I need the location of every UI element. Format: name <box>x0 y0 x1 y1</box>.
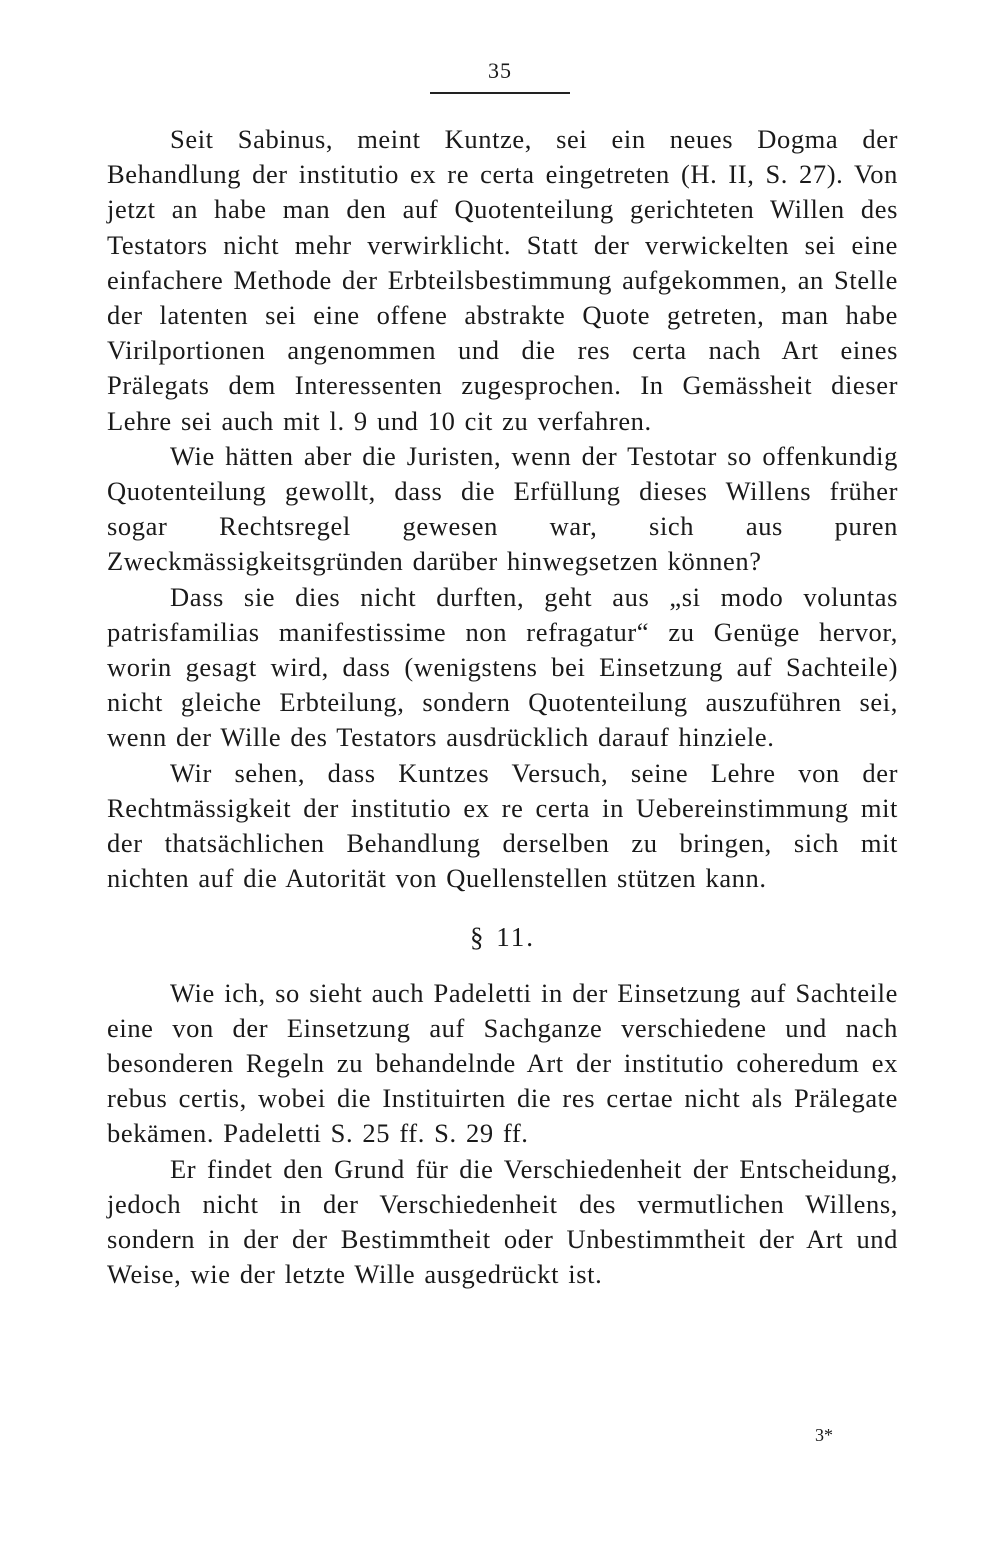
page-number: 35 <box>488 58 512 83</box>
signature-mark: 3* <box>815 1425 833 1445</box>
page-body <box>107 122 898 1293</box>
paragraph: Seit Sabinus, meint Kuntze, sei ein neues Dogma der Behandlung der institutio ex re certa eingetreten (H. II, S. 27). Von jetzt an habe man den auf Quotenteilung gerichteten Willen des Testators nicht mehr verwirklicht. Statt der verwickelten sei eine einfachere Methode der Erbteilsbestimmung aufgekommen, an Stelle der latenten sei eine offene abstrakte Quote getreten, man habe Virilportionen angenommen und die res certa nach Art eines Prälegats dem Interessenten zugesprochen. In Gemässheit dieser Lehre sei auch mit l. 9 und 10 cit zu verfahren. <box>107 124 898 436</box>
header-rule <box>430 92 570 94</box>
paragraph: Er findet den Grund für die Verschiedenheit der Entscheidung, jedoch nicht in der Verschiedenheit des vermutlichen Willens, sondern in der der Bestimmtheit oder Unbestimmtheit der Art und Weise, wie der letzte Wille ausgedrückt ist. <box>107 1153 898 1290</box>
section-heading: § 11. <box>470 922 535 953</box>
paragraph: Wir sehen, dass Kuntzes Versuch, seine Lehre von der Rechtmässigkeit der institutio ex re certa in Uebereinstimmung mit der thatsächlichen Behandlung derselben zu bringen, sich mit nichten auf die Autorität von Quellenstellen stützen kann. <box>107 757 898 894</box>
paragraph: Dass sie dies nicht durften, geht aus „si modo voluntas patrisfamilias manifestissime non refragatur“ zu Genüge hervor, worin gesagt wird, dass (wenigstens bei Einsetzung auf Sachteile) nicht gleiche Erbteilung, sondern Quotenteilung auszuführen sei, wenn der Wille des Testators ausdrücklich darauf hinziele. <box>107 581 898 753</box>
paragraph: Wie ich, so sieht auch Padeletti in der Einsetzung auf Sachteile eine von der Einsetzung auf Sachganze verschiedene und nach besonderen Regeln zu behandelnde Art der institutio coheredum ex rebus certis, wobei die Instituirten die res certae nicht als Prälegate bekämen. Padeletti S. 25 ff. S. 29 ff. <box>107 977 898 1149</box>
paragraph: Wie hätten aber die Juristen, wenn der Testotar so offenkundig Quotenteilung gewollt, dass die Erfüllung dieses Willens früher sogar Rechtsregel gewesen war, sich aus puren Zweckmässigkeitsgründen darüber hinwegsetzen können? <box>107 440 898 577</box>
